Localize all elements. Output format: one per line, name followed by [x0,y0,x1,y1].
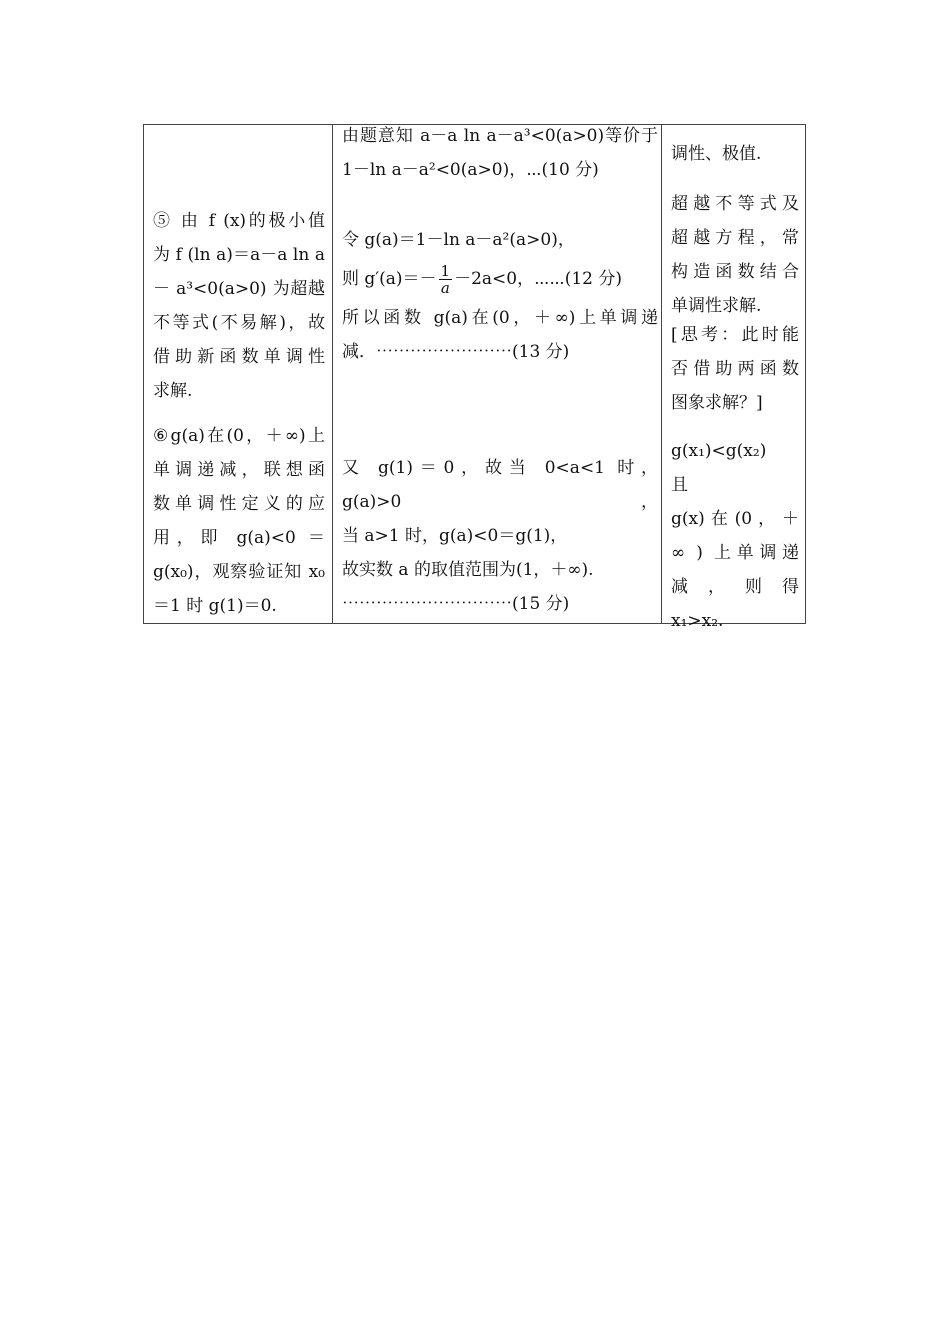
comment-line: 图象求解？] [671,393,763,413]
solution-line: 1－ln a－a²<0(a>0)，⋯(10 分) [342,160,599,180]
solution-line: 减．⋯⋯⋯⋯⋯⋯⋯⋯(13 分) [342,342,570,362]
comment-line: 否借助两函数 [671,359,799,379]
comment-line: g(x) 在 (0 ， ＋ [671,509,799,529]
solution-line: 又 g(1)＝0，故当 0<a<1 时，g(a)>0， [342,458,658,512]
note-6-line: ⑥g(a)在(0，＋∞)上 [153,426,325,446]
note-step-6 [153,419,325,623]
note-step-5 [153,204,325,408]
note-5-line: ⑤ 由 f (x)的极小值 [153,211,325,231]
comment-line: 减 ， 则 得 [671,577,799,597]
comment-line: 超越方程，常 [671,228,799,248]
column-divider-2 [661,125,662,623]
solution-table [143,124,806,631]
fraction [439,263,453,296]
comment-line: ∞ ) 上单调递 [671,543,799,563]
comment-1 [671,137,799,171]
column-divider-1 [332,125,333,623]
comment-2 [671,187,799,323]
solution-part-1 [342,119,658,187]
derivative-prefix: 则 g′(a)＝－ [342,269,437,289]
solution-line: 由题意知 a－a ln a－a³<0(a>0)等价于 [342,126,658,146]
comment-line: g(x₁)<g(x₂) 且 [671,441,784,495]
comment-line: 超越不等式及 [671,194,799,214]
solution-line: 故实数 a 的取值范围为(1，＋∞). [342,560,594,580]
note-6-line: 数单调性定义的应 [153,494,325,514]
solution-part-3 [342,451,658,621]
comment-3 [671,318,799,420]
note-5-line: － a³<0(a>0) 为超越 [153,279,325,299]
derivative-line [342,257,658,301]
note-6-line: ＝1 时 g(1)＝0. [153,596,277,616]
note-6-line: 单调递减，联想函 [153,460,325,480]
comment-line: 单调性求解. [671,296,762,316]
solution-part-2 [342,223,658,369]
fraction-numerator: 1 [440,262,451,280]
comment-line: x₁>x₂. [671,611,724,631]
derivative-suffix: －2a<0，⋯⋯(12 分) [454,269,623,289]
note-6-line: g(x₀)，观察验证知 x₀ [153,562,325,582]
note-6-line: 用，即 g(a)<0 ＝ [153,528,325,548]
note-5-line: 为 f (ln a)＝a－a ln a [153,245,325,265]
solution-line: 令 g(a)＝1－ln a－a²(a>0)， [342,230,575,250]
note-5-line: 求解. [153,381,193,401]
solution-line: 所以函数 g(a)在(0，＋∞)上单调递 [342,308,658,328]
solution-line: ⋯⋯⋯⋯⋯⋯⋯⋯⋯⋯(15 分) [342,594,570,614]
comment-4 [671,434,799,638]
note-5-line: 借助新函数单调性 [153,347,325,367]
fraction-denominator: a [440,279,450,297]
comment-line: 构造函数结合 [671,262,799,282]
solution-line: 当 a>1 时，g(a)<0＝g(1)， [342,526,568,546]
note-5-line: 不等式(不易解)，故 [153,313,325,333]
comment-line: 调性、极值. [671,144,762,164]
comment-line: [思考：此时能 [671,325,799,345]
